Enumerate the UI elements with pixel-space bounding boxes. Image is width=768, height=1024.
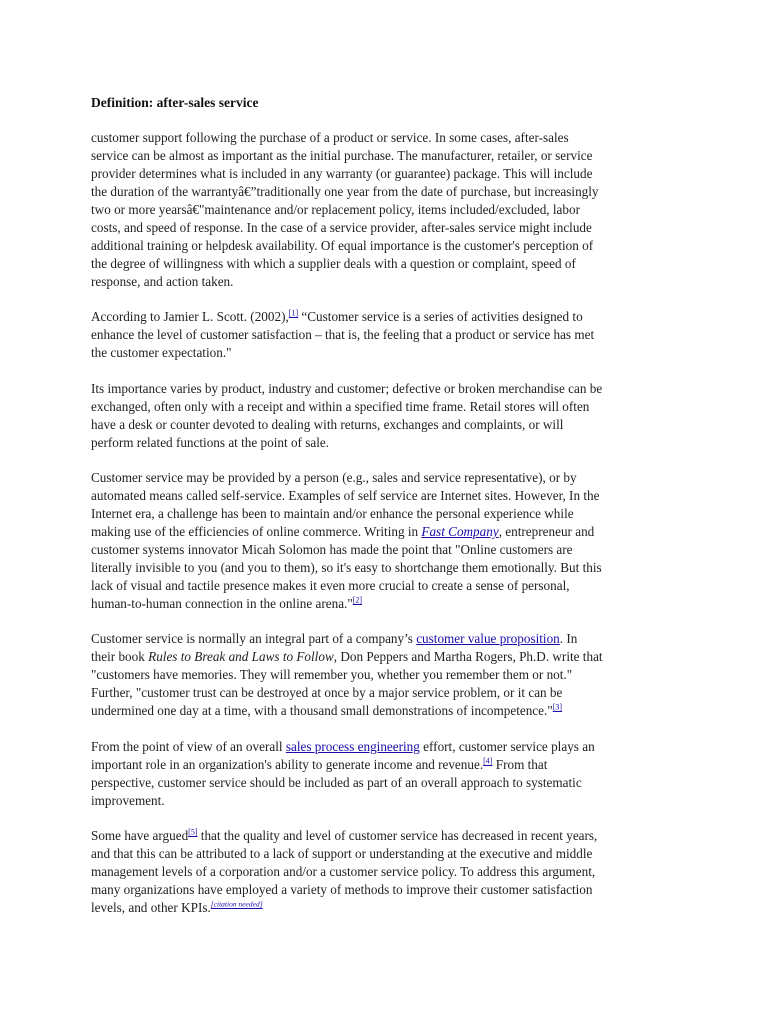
book-title: Rules to Break and Laws to Follow <box>148 649 334 664</box>
text-line: the customer expectation." <box>91 345 232 360</box>
paragraph-importance <box>91 380 691 452</box>
text-line: Its importance varies by product, industry and customer; defective or broken merchandise can be <box>91 381 603 396</box>
text-line: many organizations have employed a variety of methods to improve their customer satisfaction <box>91 882 593 897</box>
text-segment: , Don Peppers and Martha Rogers, Ph.D. write that <box>333 649 603 664</box>
text-segment: According to Jamier L. Scott. (2002), <box>91 309 289 324</box>
text-segment: Customer service is normally an integral part of a company’s <box>91 631 417 646</box>
paragraph-decline-argument <box>91 827 691 917</box>
text-line: additional training or helpdesk availability. Of equal importance is the customer's perception of <box>91 238 594 253</box>
text-line: exchanged, often only with a receipt and within a specified time frame. Retail stores will often <box>91 399 590 414</box>
text-line: improvement. <box>91 793 165 808</box>
text-segment: From that <box>492 757 548 772</box>
text-line <box>91 595 691 613</box>
text-line: literally invisible to you (and you to them), so it's easy to shortchange them emotionally. But this <box>91 560 602 575</box>
citation-link-3[interactable]: [3] <box>552 702 563 712</box>
paragraph-sales-process <box>91 738 691 810</box>
text-line <box>91 738 691 756</box>
fast-company-link[interactable]: Fast Company <box>421 524 499 539</box>
text-line: the duration of the warrantyâ€”traditionally one year from the date of purchase, but increasingly <box>91 184 599 199</box>
citation-link-5[interactable]: [5] <box>188 827 198 837</box>
text-line: and that this can be attributed to a lack of support or understanding at the executive and middle <box>91 846 593 861</box>
citation-link-2[interactable]: [2] <box>352 595 363 605</box>
text-segment: levels, and other KPIs. <box>91 900 211 915</box>
citation-link-1[interactable]: [1] <box>288 308 299 318</box>
paragraph-definition <box>91 129 691 291</box>
text-segment: important role in an organization's ability to generate income and revenue. <box>91 757 484 772</box>
text-line: response, and action taken. <box>91 274 234 289</box>
text-segment: that the quality and level of customer service has decreased in recent years, <box>197 828 598 843</box>
text-line <box>91 827 691 845</box>
citation-link-4[interactable]: [4] <box>483 756 493 766</box>
text-segment: their book <box>91 649 149 664</box>
text-line: service can be almost as important as the initial purchase. The manufacturer, retailer, or service <box>91 148 593 163</box>
sales-process-engineering-link[interactable]: sales process engineering <box>285 739 420 754</box>
text-segment: Some have argued <box>91 828 189 843</box>
text-line: automated means called self-service. Examples of self service are Internet sites. However, In the <box>91 488 600 503</box>
text-line: two or more yearsâ€"maintenance and/or replacement policy, items included/excluded, labor <box>91 202 580 217</box>
text-line <box>91 523 691 541</box>
text-line: provider determines what is included in any warranty (or guarantee) package. This will include <box>91 166 593 181</box>
text-line: "customers have memories. They will remember you, whether you remember them or not." <box>91 667 573 682</box>
text-line: management levels of a corporation and/or a customer service policy. To address this argument, <box>91 864 596 879</box>
text-line: perspective, customer service should be included as part of an overall approach to systematic <box>91 775 582 790</box>
text-line: costs, and speed of response. In the case of a service provider, after-sales service might include <box>91 220 592 235</box>
text-line <box>91 756 691 774</box>
text-line <box>91 630 691 648</box>
page-title: Definition: after-sales service <box>91 95 259 110</box>
text-line <box>91 308 691 326</box>
text-line: Customer service may be provided by a person (e.g., sales and service representative), or by <box>91 470 577 485</box>
text-line: customer systems innovator Micah Solomon has made the point that "Online customers are <box>91 542 573 557</box>
text-line: perform related functions at the point of sale. <box>91 435 330 450</box>
text-segment: making use of the efficiencies of online commerce. Writing in <box>91 524 422 539</box>
text-segment: “Customer service is a series of activities designed to <box>298 309 583 324</box>
text-line <box>91 648 691 666</box>
text-line <box>91 899 691 917</box>
text-line: customer support following the purchase of a product or service. In some cases, after-sales <box>91 130 569 145</box>
text-segment: undermined one day at a time, with a thousand small demonstrations of incompetence." <box>91 703 553 718</box>
customer-value-proposition-link[interactable]: customer value proposition <box>416 631 560 646</box>
text-line: the degree of willingness with which a supplier deals with a question or complaint, speed of <box>91 256 576 271</box>
text-line: lack of visual and tactile presence makes it even more crucial to create a sense of personal, <box>91 578 570 593</box>
text-segment: From the point of view of an overall <box>91 739 286 754</box>
text-line: have a desk or counter devoted to dealing with returns, exchanges and complaints, or will <box>91 417 564 432</box>
text-line: Internet era, a challenge has been to maintain and/or enhance the personal experience while <box>91 506 574 521</box>
paragraph-value-proposition <box>91 630 691 720</box>
citation-needed-link[interactable]: [citation needed] <box>210 899 263 909</box>
text-segment: effort, customer service plays an <box>419 739 595 754</box>
paragraph-self-service <box>91 469 691 613</box>
text-line: enhance the level of customer satisfaction – that is, the feeling that a product or service has met <box>91 327 595 342</box>
text-segment: . In <box>559 631 578 646</box>
text-line <box>91 702 691 720</box>
text-segment: , entrepreneur and <box>498 524 595 539</box>
text-segment: human-to-human connection in the online arena." <box>91 596 353 611</box>
text-line: Further, "customer trust can be destroyed at once by a major service problem, or it can be <box>91 685 563 700</box>
paragraph-scott-quote <box>91 308 691 362</box>
